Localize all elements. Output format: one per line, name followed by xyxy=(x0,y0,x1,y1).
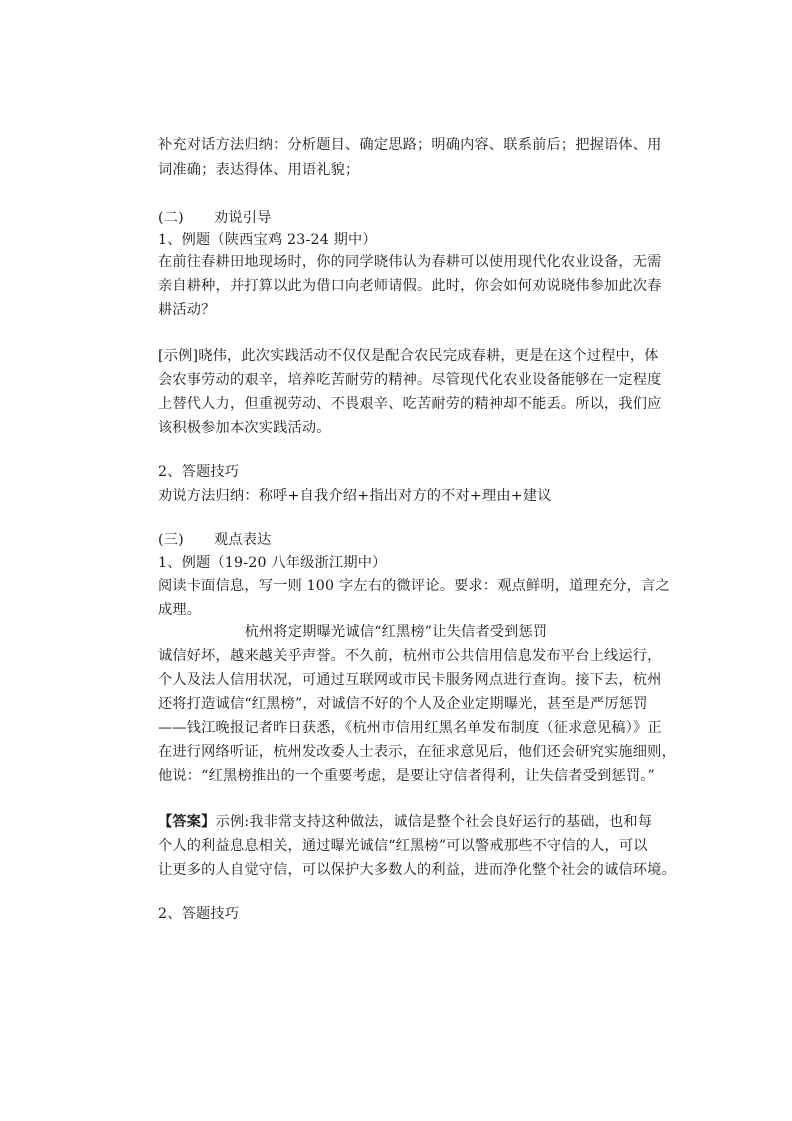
section-2-question-line-1: 在前往春耕田地现场时，你的同学晓伟认为春耕可以使用现代化农业设备，无需 xyxy=(158,254,662,270)
article-line-5: 在进行网络听证，杭州发改委人士表示，在征求意见后，他们还会研究实施细则， xyxy=(158,744,676,760)
section-3-example-heading: 1、例题（19-20 八年级浙江期中） xyxy=(158,555,387,571)
section-3-title: 观点表达 xyxy=(214,532,272,548)
summary-line-1: 补充对话方法归纳：分析题目、确定思路；明确内容、联系前后；把握语体、用 xyxy=(158,137,662,153)
section-2-number: (二) xyxy=(158,210,184,226)
section-3-tips-heading: 2、答题技巧 xyxy=(158,906,240,922)
section-3-heading xyxy=(158,530,272,550)
answer-line-3: 让更多的人自觉守信，可以保护大多数人的利益，进而净化整个社会的诚信环境。 xyxy=(158,862,676,878)
section-2-question-line-2: 亲自耕种，并打算以此为借口向老师请假。此时，你会如何劝说晓伟参加此次春 xyxy=(158,278,662,294)
section-2-answer-line-2: 会农事劳动的艰辛，培养吃苦耐劳的精神。尽管现代化农业设备能够在一定程度 xyxy=(158,372,662,388)
answer-first-text: 示例:我非常支持这种做法，诚信是整个社会良好运行的基础，也和每 xyxy=(215,814,653,830)
section-2-heading xyxy=(158,208,272,228)
section-2-answer-line-4: 该积极参加本次实践活动。 xyxy=(158,420,331,436)
section-3-number: (三) xyxy=(158,532,184,548)
answer-line-2: 个人的利益息息相关，通过曝光诚信“红黑榜”可以警戒那些不守信的人，可以 xyxy=(158,838,648,854)
article-line-6: 他说：“红黑榜推出的一个重要考虑，是要让守信者得利，让失信者受到惩罚。” xyxy=(158,768,655,784)
article-title: 杭州将定期曝光诚信“红黑榜”让失信者受到惩罚 xyxy=(244,624,548,640)
article-line-3: 还将打造诚信“红黑榜”，对诚信不好的个人及企业定期曝光，甚至是严厉惩罚 xyxy=(158,696,648,712)
section-3-prompt-line-1: 阅读卡面信息，写一则 100 字左右的微评论。要求：观点鲜明，道理充分，言之 xyxy=(158,578,670,594)
summary-line-2: 词准确；表达得体、用语礼貌； xyxy=(158,162,360,178)
section-3-prompt-line-2: 成理。 xyxy=(158,602,202,618)
section-2-question-line-3: 耕活动？ xyxy=(158,302,216,318)
answer-line-1 xyxy=(158,812,652,832)
article-line-1: 诚信好坏，越来越关乎声誉。不久前，杭州市公共信用信息发布平台上线运行， xyxy=(158,648,662,664)
section-2-tips-text: 劝说方法归纳：称呼+自我介绍+指出对方的不对+理由+建议 xyxy=(158,488,552,504)
article-line-2: 个人及法人信用状况，可通过互联网或市民卡服务网点进行查询。接下去，杭州 xyxy=(158,672,662,688)
section-2-answer-line-3: 上替代人力，但重视劳动、不畏艰辛、吃苦耐劳的精神却不能丢。所以，我们应 xyxy=(158,396,662,412)
article-line-4: ——钱江晚报记者昨日获悉，《杭州市信用红黑名单发布制度（征求意见稿）》正 xyxy=(158,720,662,736)
section-2-title: 劝说引导 xyxy=(214,210,272,226)
answer-label: 【答案】 xyxy=(158,814,216,830)
section-2-example-heading: 1、例题（陕西宝鸡 23-24 期中） xyxy=(158,232,377,248)
section-2-tips-heading: 2、答题技巧 xyxy=(158,464,240,480)
section-2-answer-line-1: [示例]晓伟，此次实践活动不仅仅是配合农民完成春耕，更是在这个过程中，体 xyxy=(158,348,659,364)
